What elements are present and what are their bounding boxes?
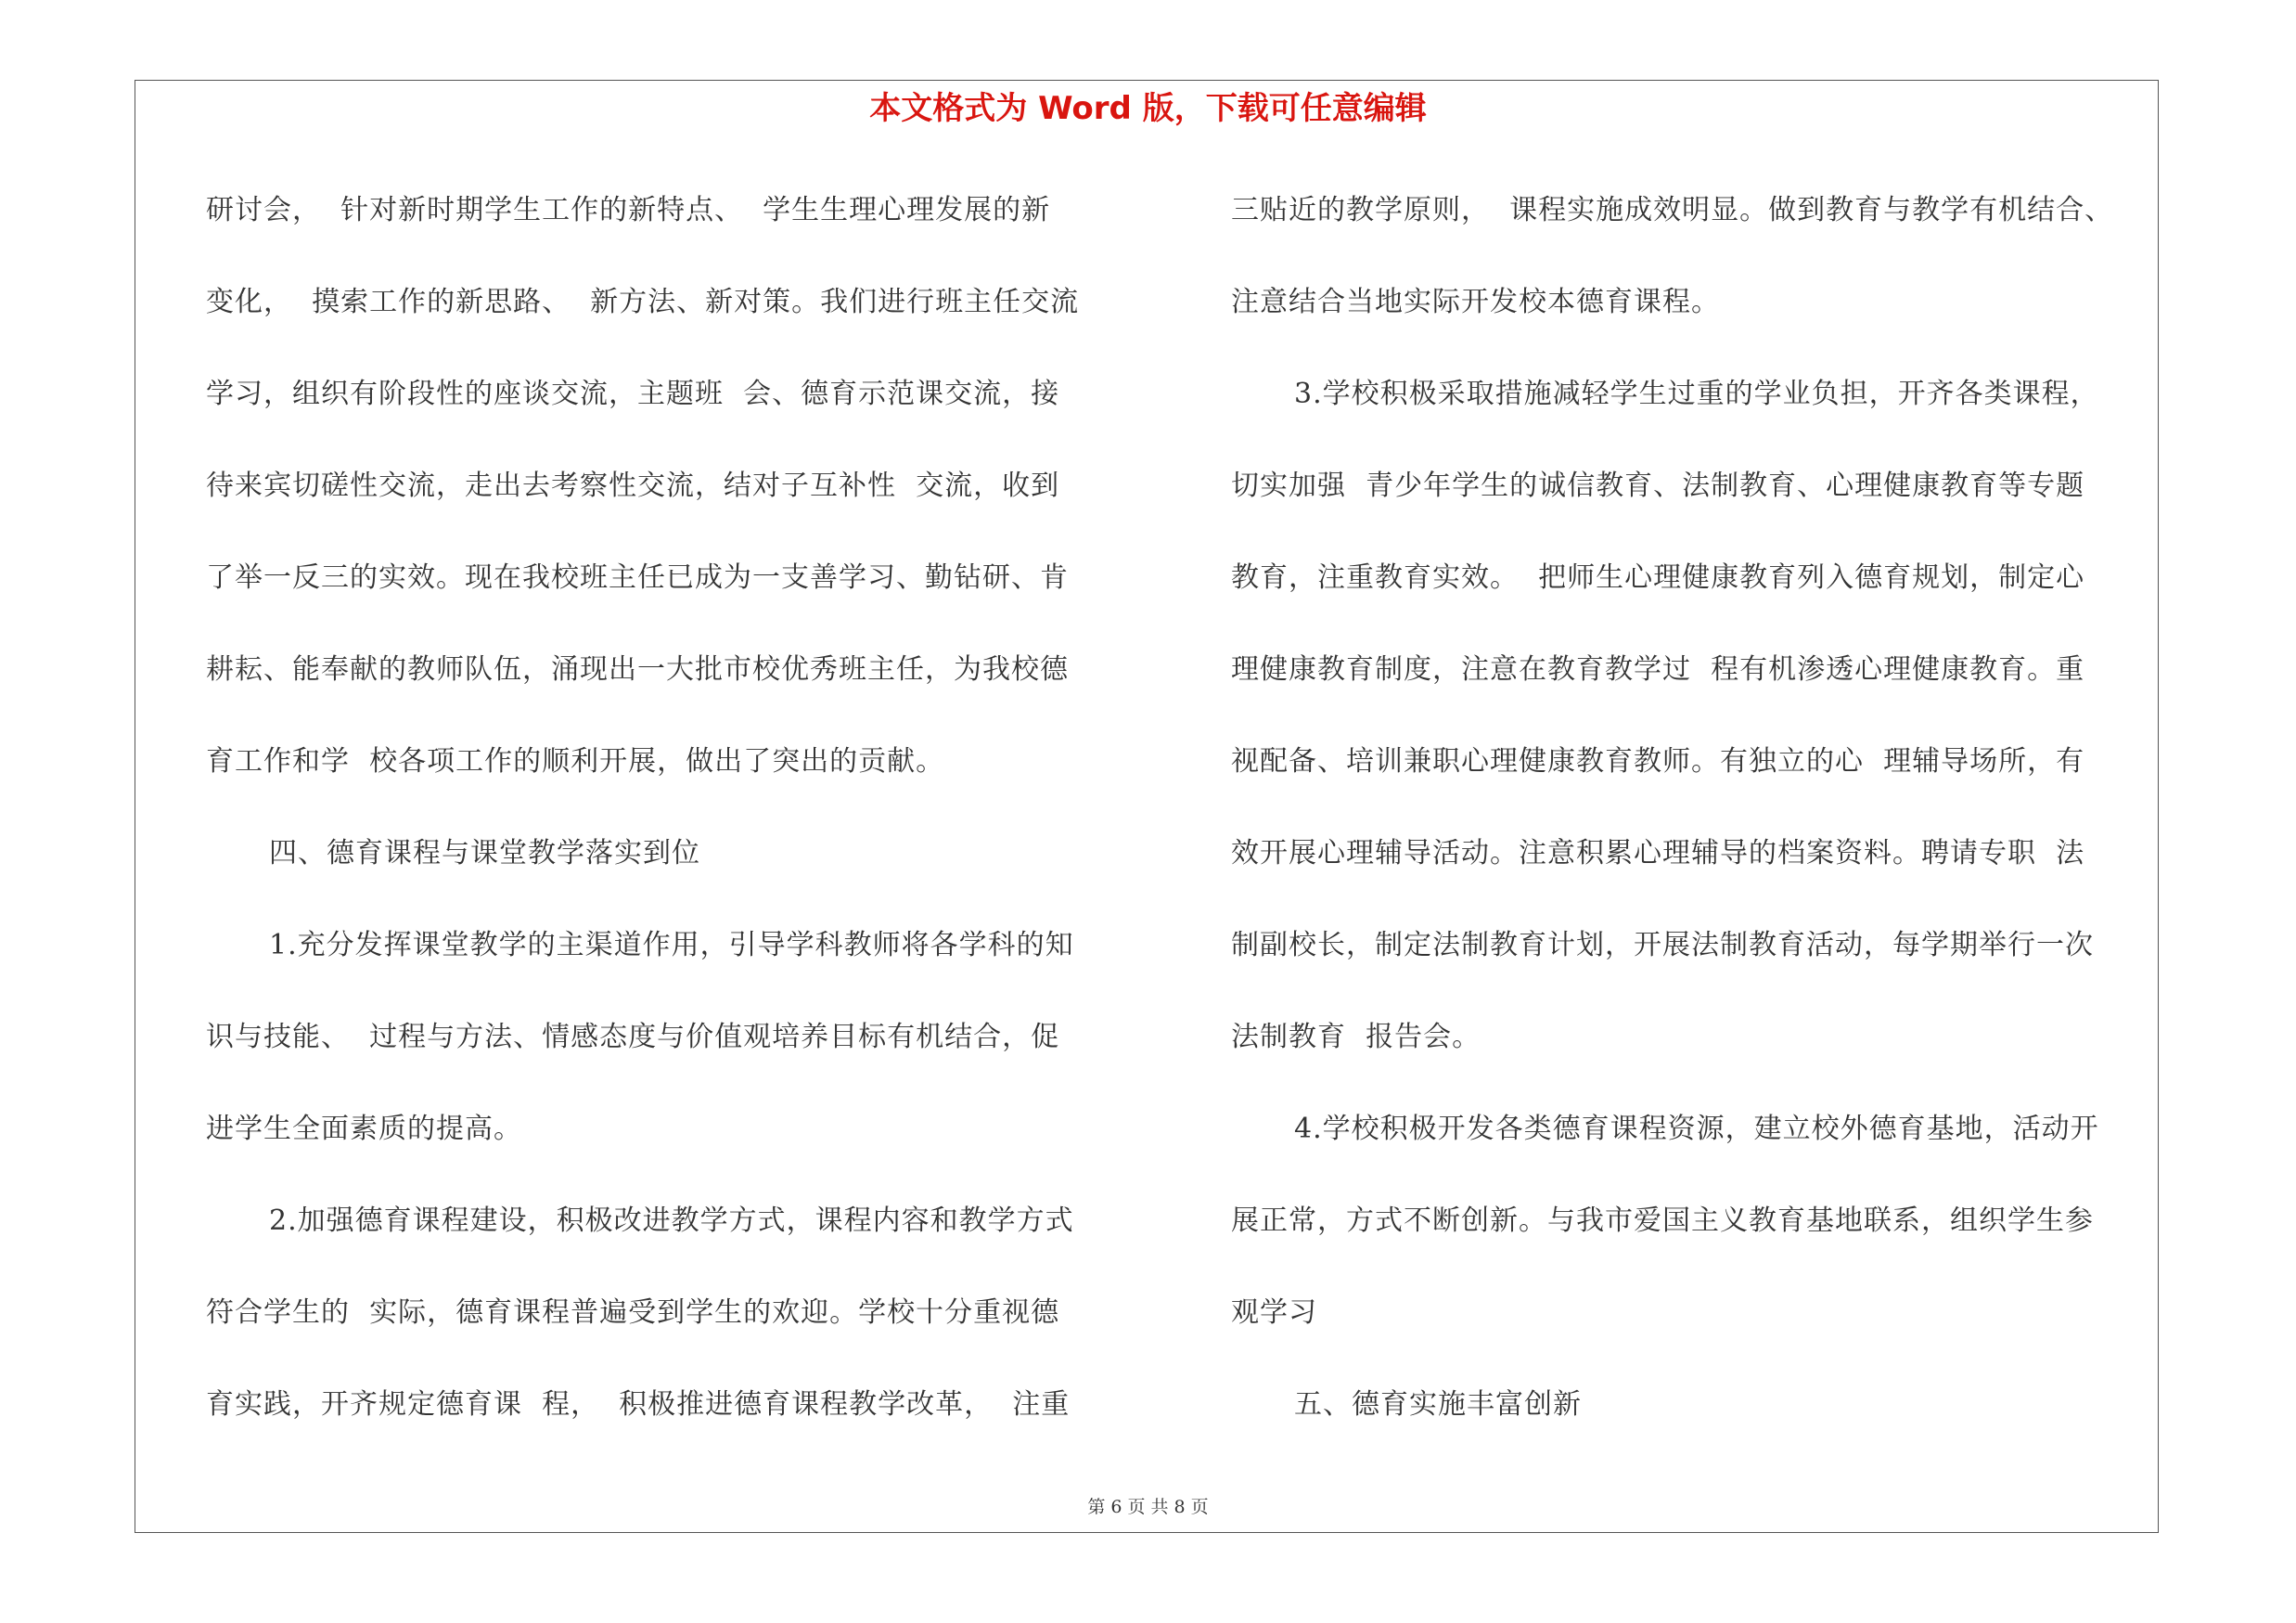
left-text-line: 1.充分发挥课堂教学的主渠道作用，引导学科教师将各学科的知 — [269, 929, 1074, 961]
right-text-line: 法制教育 报告会。 — [1231, 1021, 1481, 1053]
right-text-line: 三贴近的教学原则， 课程实施成效明显。做到教育与教学有机结合、 — [1231, 194, 2114, 226]
right-text-line: 4.学校积极开发各类德育课程资源，建立校外德育基地，活动开 — [1294, 1113, 2099, 1145]
right-text-column — [1231, 182, 2207, 1468]
right-text-line: 切实加强 青少年学生的诚信教育、法制教育、心理健康教育等专题 — [1231, 470, 2085, 502]
right-text-line: 3.学校积极采取措施减轻学生过重的学业负担，开齐各类课程， — [1294, 378, 2099, 410]
right-text-line: 五、德育实施丰富创新 — [1294, 1388, 1582, 1421]
left-text-line: 了举一反三的实效。现在我校班主任已成为一支善学习、勤钻研、肯 — [206, 561, 1069, 594]
right-text-line: 视配备、培训兼职心理健康教育教师。有独立的心 理辅导场所，有 — [1231, 745, 2085, 778]
format-banner: 本文格式为 Word 版，下载可任意编辑 — [869, 90, 1427, 127]
right-text-line: 效开展心理辅导活动。注意积累心理辅导的档案资料。聘请专职 法 — [1231, 837, 2085, 869]
left-text-line: 研讨会， 针对新时期学生工作的新特点、 学生生理心理发展的新 — [206, 194, 1051, 226]
right-text-line: 制副校长，制定法制教育计划，开展法制教育活动，每学期举行一次 — [1231, 929, 2094, 961]
right-text-line: 展正常，方式不断创新。与我市爱国主义教育基地联系，组织学生参 — [1231, 1204, 2094, 1237]
left-text-line: 2.加强德育课程建设，积极改进教学方式，课程内容和教学方式 — [269, 1204, 1074, 1237]
left-text-line: 待来宾切磋性交流，走出去考察性交流，结对子互补性 交流，收到 — [206, 470, 1060, 502]
right-text-line: 理健康教育制度，注意在教育教学过 程有机渗透心理健康教育。重 — [1231, 653, 2085, 686]
left-text-line: 学习，组织有阶段性的座谈交流，主题班 会、德育示范课交流，接 — [206, 378, 1060, 410]
left-text-line: 变化， 摸索工作的新思路、 新方法、新对策。我们进行班主任交流 — [206, 286, 1080, 318]
left-text-line: 耕耘、能奉献的教师队伍，涌现出一大批市校优秀班主任，为我校德 — [206, 653, 1069, 686]
page-number: 第 6 页 共 8 页 — [1087, 1497, 1209, 1517]
left-text-line: 符合学生的 实际，德育课程普遍受到学生的欢迎。学校十分重视德 — [206, 1296, 1060, 1329]
left-text-column — [206, 182, 1134, 1468]
left-text-line: 四、德育课程与课堂教学落实到位 — [269, 837, 700, 869]
left-text-line: 进学生全面素质的提高。 — [206, 1113, 522, 1145]
left-text-line: 育工作和学 校各项工作的顺利开展，做出了突出的贡献。 — [206, 745, 945, 778]
right-text-line: 教育，注重教育实效。 把师生心理健康教育列入德育规划，制定心 — [1231, 561, 2085, 594]
left-text-line: 育实践，开齐规定德育课 程， 积极推进德育课程教学改革， 注重 — [206, 1388, 1071, 1421]
right-text-line: 注意结合当地实际开发校本德育课程。 — [1231, 286, 1720, 318]
left-text-line: 识与技能、 过程与方法、情感态度与价值观培养目标有机结合，促 — [206, 1021, 1060, 1053]
right-text-line: 观学习 — [1231, 1296, 1317, 1329]
